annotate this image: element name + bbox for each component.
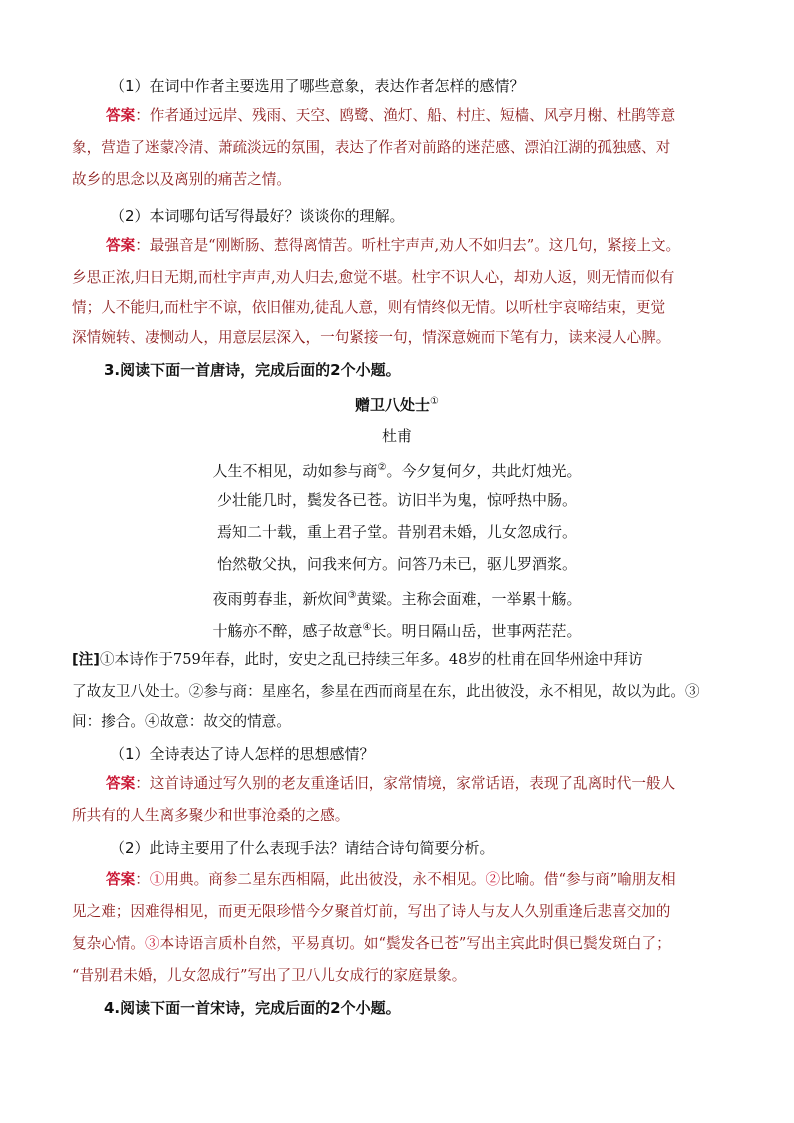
answer-1-2-line: 深情婉转、凄恻动人，用意层层深入，一句紧接一句，情深意婉而下笔有力，读来浸人心脾。 — [72, 329, 671, 346]
poem-line: 夜雨剪春韭，新炊间③黄粱。主称会面难，一举累十觞。 — [212, 590, 582, 608]
section-4-heading: 4.阅读下面一首宋诗，完成后面的2个小题。 — [104, 999, 401, 1017]
answer-1-2-line: 乡思正浓,归日无期,而杜宇声声,劝人归去,愈觉不堪。杜宇不识人心，却劝人返，则无情而似有 — [72, 269, 675, 286]
answer-label: 答案 — [106, 107, 136, 124]
question-1-2: （2）本词哪句话写得最好？谈谈你的理解。 — [110, 207, 405, 225]
answer-3-2-line: 见之难；因难得相见，而更无限珍惜今夕聚首灯前，写出了诗人与友人久别重逢后悲喜交加的 — [72, 903, 671, 920]
answer-3-2-line: “昔别君未婚，儿女忽成行”写出了卫八儿女成行的家庭景象。 — [72, 967, 467, 984]
poem-line: 少壮能几时，鬓发各已苍。访旧半为鬼，惊呼热中肠。 — [216, 491, 577, 509]
answer-3-1-line: 所共有的人生离多聚少和世事沧桑的之感。 — [72, 807, 350, 824]
answer-1-1-line: 答案：作者通过远岸、残雨、天空、鸥鹭、渔灯、船、村庄、短樯、风亭月榭、杜鹃等意 — [106, 107, 676, 124]
note-label: [注] — [72, 651, 100, 668]
poem-line: 焉知二十载，重上君子堂。昔别君未婚，儿女忽成行。 — [216, 523, 577, 541]
answer-3-2-line: 答案：①用典。商参二星东西相隔，此出彼没，永不相见。②比喻。借“参与商”喻朋友相 — [106, 871, 676, 888]
section-3-heading: 3.阅读下面一首唐诗，完成后面的2个小题。 — [104, 361, 401, 379]
poem-author: 杜甫 — [381, 427, 412, 445]
answer-label: 答案 — [106, 775, 136, 792]
footnote-mark: ① — [430, 396, 439, 407]
poem-line: 十觞亦不醉，感子故意④长。明日隔山岳，世事两茫茫。 — [212, 622, 582, 640]
answer-3-2-line: 复杂心情。③本诗语言质朴自然，平易真切。如“鬓发各已苍”写出主宾此时俱已鬓发斑白了； — [72, 935, 671, 952]
answer-label: 答案 — [106, 871, 136, 888]
note-line: 间：掺合。④故意：故交的情意。 — [72, 713, 291, 730]
question-3-1: （1）全诗表达了诗人怎样的思想感情？ — [110, 745, 375, 763]
answer-1-1-line: 象，营造了迷蒙冷清、萧疏淡远的氛围，表达了作者对前路的迷茫感、漂泊江湖的孤独感、对 — [72, 139, 671, 156]
question-3-2: （2）此诗主要用了什么表现手法？请结合诗句简要分析。 — [110, 839, 495, 857]
question-1-1: （1）在词中作者主要选用了哪些意象，表达作者怎样的感情？ — [110, 77, 525, 95]
answer-label: 答案 — [106, 237, 136, 254]
poem-line: 怡然敬父执，问我来何方。问答乃未已，驱儿罗酒浆。 — [216, 555, 577, 573]
note-line: 了故友卫八处士。②参与商：星座名，参星在西而商星在东，此出彼没，永不相见，故以为此。③ — [72, 683, 700, 700]
answer-1-2-line: 答案：最强音是“刚断肠、惹得离情苦。听杜宇声声,劝人不如归去”。这几句，紧接上文。 — [106, 237, 681, 254]
poem-line: 人生不相见，动如参与商②。今夕复何夕，共此灯烛光。 — [212, 462, 582, 480]
answer-3-1-line: 答案：这首诗通过写久别的老友重逢话旧，家常情境，家常话语，表现了乱离时代一般人 — [106, 775, 676, 792]
answer-1-2-line: 情；人不能归,而杜宇不谅，依旧催劝,徒乱人意，则有情终似无情。以听杜宇哀啼结束，更觉 — [72, 299, 666, 316]
poem-title: 赠卫八处士① — [355, 396, 439, 414]
answer-1-1-line: 故乡的思念以及离别的痛苦之情。 — [72, 171, 291, 188]
note-line: [注]①本诗作于759年春，此时，安史之乱已持续三年多。48岁的杜甫在回华州途中拜访 — [72, 651, 643, 668]
